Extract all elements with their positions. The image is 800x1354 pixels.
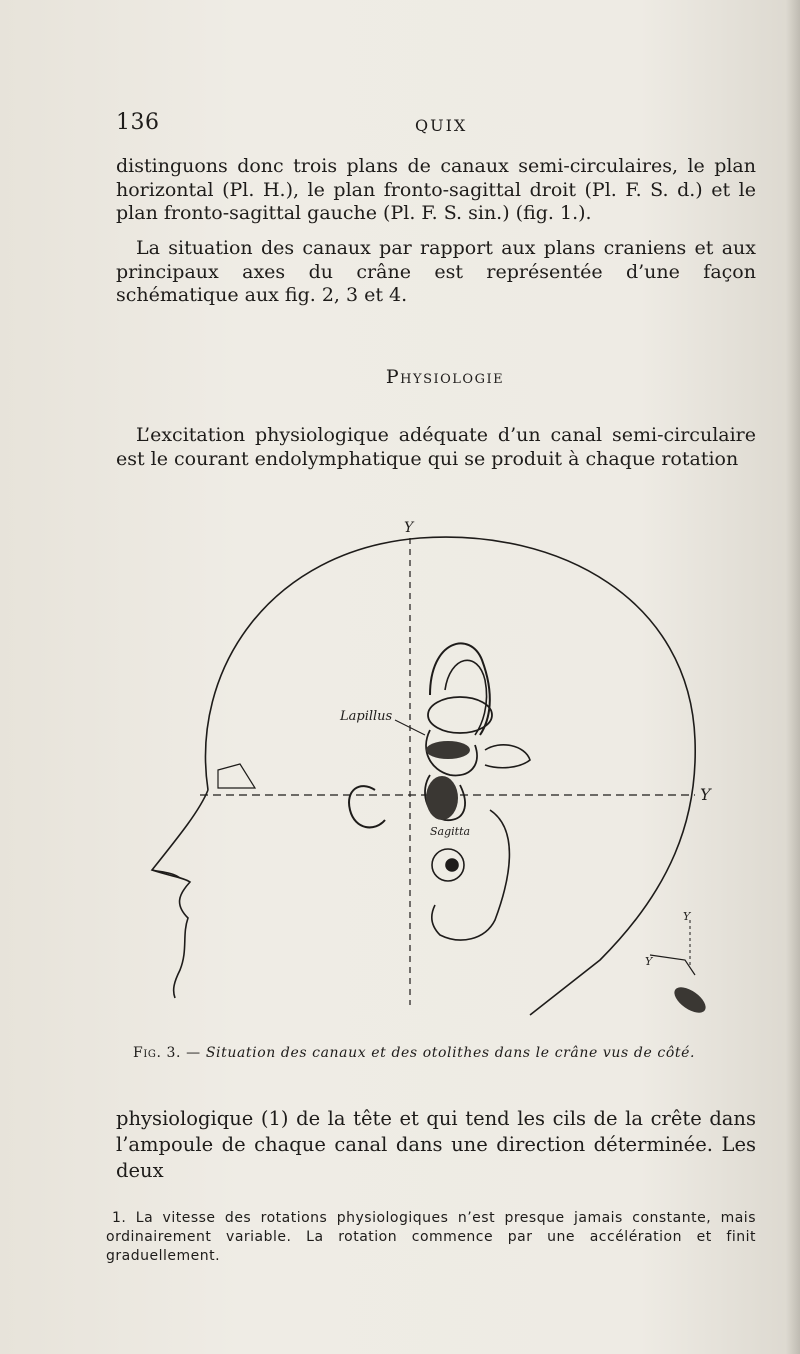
caption-lead: Fig. 3. — — [133, 1045, 201, 1061]
page-number: 136 — [116, 110, 160, 135]
cochlea-coil — [349, 786, 385, 827]
figure-skull-diagram — [130, 520, 750, 1040]
label-symbol-side: Y — [645, 955, 653, 968]
paragraph-1: distinguons donc trois plans de canaux semi-circulaires, le plan horizontal (Pl. H.), le plan fronto-sagittal droit (Pl. F. S. d.) et le plan fronto-sagittal gauche (Pl. F. S. sin.) (fig. 1.). — [116, 155, 756, 224]
detail-membrane — [650, 955, 695, 975]
lapillus-pointer — [395, 720, 425, 735]
label-lapillus: Lapillus — [340, 709, 393, 724]
lapillus-mass — [426, 741, 470, 759]
caption-text: Situation des canaux et des otolithes dans le crâne vus de côté. — [205, 1045, 696, 1061]
footnote-text: 1. La vitesse des rotations physiologiques n’est presque jamais constante, mais ordinairement variable. La rotation commence par une accélération et finit graduellement. — [106, 1210, 756, 1264]
section-title: Physiologie — [385, 366, 505, 388]
label-symbol-right: Y — [700, 785, 711, 804]
paragraph-2 — [116, 237, 756, 308]
otolith-inner — [446, 859, 458, 871]
sagitta-mass — [426, 776, 458, 820]
endolymph-duct — [485, 745, 530, 768]
figure-caption — [133, 1045, 773, 1061]
page-edge-shadow — [786, 0, 800, 1354]
label-symbol-top: Y — [404, 520, 414, 536]
label-symbol-small: Y — [683, 910, 691, 923]
paragraph-4: physiologique (1) de la tête et qui tend les cils de la crête dans l’ampoule de chaque canal dans une direction déterminée. Les deux — [116, 1107, 756, 1182]
semicircular-canal-anterior — [430, 643, 490, 735]
utricle — [428, 697, 492, 733]
paragraph-3 — [116, 424, 756, 471]
label-sagitta: Sagitta — [430, 825, 471, 838]
paragraph-2-text: La situation des canaux par rapport aux plans craniens et aux principaux axes du crâne est représentée d’une façon schématique aux fig. 2, 3 et 4. — [116, 237, 756, 306]
face-profile — [152, 790, 208, 998]
paragraph-3-text: L’excitation physiologique adéquate d’un canal semi-circulaire est le courant endolymphatique qui se produit à chaque rotation — [116, 424, 756, 470]
detail-otolith — [670, 982, 710, 1017]
eye-marker — [218, 764, 255, 788]
skull-diagram — [130, 520, 750, 1040]
running-head: QUIX — [415, 116, 468, 135]
head-outline — [205, 537, 695, 1015]
footnote — [106, 1209, 756, 1266]
